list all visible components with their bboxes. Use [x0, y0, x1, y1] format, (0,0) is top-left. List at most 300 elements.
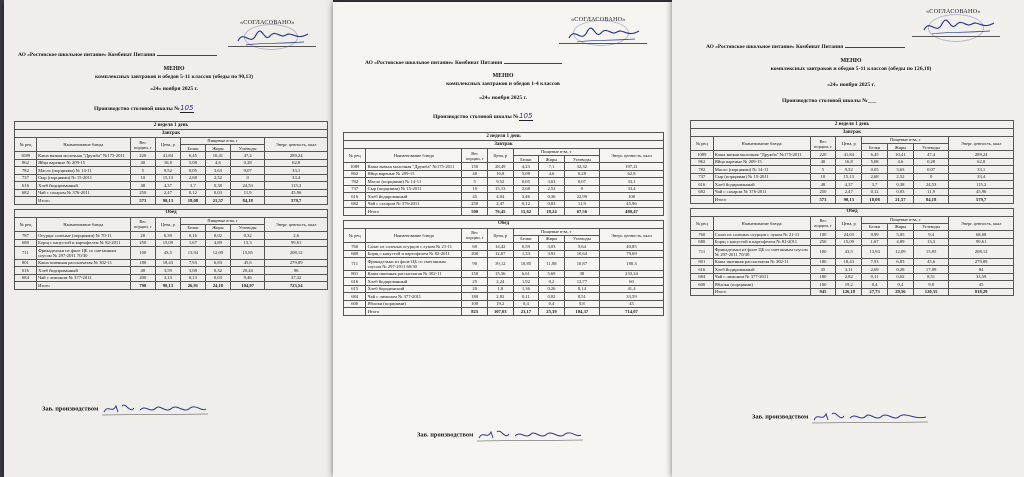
total-blank — [691, 288, 714, 295]
dish-protein: 5,08 — [180, 159, 205, 166]
dish-carbs: 0,28 — [564, 170, 599, 177]
dish-fat: 0,2 — [539, 278, 565, 285]
dish-name: Хлеб йодированный — [36, 182, 130, 189]
dish-portion: 10 — [810, 173, 836, 180]
total-value: 790 — [130, 282, 155, 289]
dish-carbs: 12,77 — [564, 278, 599, 285]
dish-energy: 115,2 — [265, 182, 328, 189]
dish-fat: 4,6 — [888, 158, 914, 165]
col-protein-header: Белки — [180, 224, 205, 231]
table-header-row — [344, 228, 664, 235]
dish-price: 41,84 — [155, 152, 180, 159]
dish-price: 15,13 — [836, 173, 862, 180]
menu-heading: МЕНЮ комплексных завтраков и обедов 1-4 классов — [446, 73, 560, 87]
table-row — [691, 151, 1014, 158]
total-value: 18,24 — [539, 208, 565, 215]
dish-portion: 20 — [130, 232, 155, 239]
dish-portion: 100 — [462, 300, 488, 307]
org-name: АО «Ростовское школьное питание» Комбинат Питания — [18, 52, 217, 58]
dish-fat: 0,38 — [205, 182, 230, 189]
dish-price: 12,07 — [487, 250, 513, 257]
dish-protein: 5,08 — [513, 170, 539, 177]
dish-energy: 37,32 — [265, 274, 328, 281]
dish-fat: 5,05 — [888, 231, 914, 238]
dish-code: 684 — [15, 274, 37, 281]
col-protein-header: Белки — [862, 223, 888, 230]
col-name-header: Наименование блюда — [36, 137, 130, 152]
col-portion-header: Вес порции, г — [462, 228, 488, 243]
table-row — [15, 182, 328, 189]
col-fat-header: Жиры — [888, 223, 914, 230]
dish-fat: 2,52 — [888, 173, 914, 180]
dish-portion: 150 — [462, 163, 488, 170]
dish-energy: 45 — [599, 300, 663, 307]
approval-label: «СОГЛАСОВАНО» — [571, 16, 626, 23]
approval-line — [228, 46, 316, 47]
dish-carbs: 8,14 — [564, 285, 599, 292]
dish-portion: 100 — [130, 247, 155, 260]
dish-name: Борщ с капустой и картофелем № 82-2011 — [36, 239, 130, 246]
dish-protein: 0,4 — [513, 300, 539, 307]
dish-code: 737 — [15, 174, 37, 181]
dish-fat: 5,69 — [539, 270, 565, 277]
col-price-header: Цена, р — [155, 217, 180, 232]
dish-energy: 33,4 — [265, 174, 328, 181]
dish-code: 737 — [691, 173, 714, 180]
dish-price: 9,52 — [487, 178, 513, 185]
dish-energy: 208,12 — [949, 246, 1014, 259]
dish-name: Масло (порциями) № 14-11 — [36, 167, 130, 174]
dish-price: 43,5 — [155, 247, 180, 260]
org-name: АО «Ростовское школьное питание» Комбинат Питания — [365, 60, 562, 66]
production-head: Зав. производством — [752, 408, 930, 426]
approval-line — [912, 36, 1000, 37]
dish-carbs: 0,07 — [564, 178, 599, 185]
dish-fat: 4,89 — [888, 238, 914, 245]
dish-portion: 35 — [810, 266, 836, 273]
dish-price: 19,2 — [487, 300, 513, 307]
week-day-header: 2 неделя 1 день — [691, 121, 1014, 129]
dish-energy: 115,2 — [949, 181, 1014, 188]
dish-code: 711 — [691, 246, 714, 259]
dish-fat: 2,52 — [205, 174, 230, 181]
total-value: 90,13 — [155, 282, 180, 289]
dish-name: Фрикадельки из филе ЦБ со сметанным соусом № 297-2011 70/30 — [36, 247, 130, 260]
col-nutrients-header: Пищевые в-ва, г — [513, 228, 599, 235]
dish-name: Яйца вареные № 209-15 — [36, 159, 130, 166]
col-carbs-header: Углеводы — [564, 156, 599, 163]
total-label: Итого — [366, 308, 462, 315]
col-name-header: Наименование блюда — [36, 217, 130, 232]
table-row — [691, 281, 1014, 288]
total-value: 15,62 — [513, 208, 539, 215]
total-blank — [691, 196, 714, 203]
dish-price: 18,43 — [155, 259, 180, 266]
table-row — [15, 174, 328, 181]
dish-fat: 11,88 — [539, 258, 565, 271]
dish-name: Хлеб бородинский — [366, 285, 462, 292]
dish-name: Чай с сахаром № 376-2011 — [36, 189, 130, 196]
dish-fat: 0,02 — [888, 273, 914, 280]
dish-name: Каша пшенная рассыпчатая № 302-11 — [713, 258, 810, 265]
total-value: 120,35 — [913, 288, 949, 295]
dish-carbs: 24,53 — [913, 181, 949, 188]
dish-price: 16,8 — [487, 170, 513, 177]
dish-carbs: 9,4 — [913, 231, 949, 238]
total-blank — [344, 208, 366, 215]
total-value: 21,57 — [888, 196, 914, 203]
dish-protein: 0,05 — [862, 166, 888, 173]
total-value: 23,17 — [513, 308, 539, 315]
total-value: 825 — [462, 308, 488, 315]
table-row — [344, 193, 664, 200]
dish-protein: 5,08 — [862, 158, 888, 165]
menu-date: «24» ноября 2025 г. — [150, 86, 198, 92]
table-row — [15, 274, 328, 281]
menu-date: «24» ноября 2025 г. — [479, 95, 527, 101]
dish-protein: 1,67 — [862, 238, 888, 245]
dish-code: 737 — [344, 185, 366, 192]
dish-name: Чай с лимоном № 377-2011 — [36, 274, 130, 281]
dish-carbs: 8,51 — [564, 293, 599, 300]
dish-carbs: 17,89 — [913, 266, 949, 273]
dish-code: 801 — [691, 258, 714, 265]
head-signature — [475, 426, 585, 444]
breakfast-header: Завтрак — [344, 140, 664, 148]
dish-portion: 48 — [130, 182, 155, 189]
dish-portion: 5 — [810, 166, 836, 173]
table-header-row — [15, 137, 328, 144]
dish-code: 600 — [344, 300, 366, 307]
dish-carbs: 0,28 — [230, 159, 264, 166]
dish-price: 4,37 — [836, 181, 862, 188]
dish-energy: 279,89 — [949, 258, 1014, 265]
total-value: 18,08 — [180, 197, 205, 204]
dish-protein: 6,45 — [862, 151, 888, 158]
dish-price: 3,59 — [155, 267, 180, 274]
dish-portion: 100 — [810, 281, 836, 288]
dish-price: 15,09 — [155, 239, 180, 246]
total-value: 104,97 — [230, 282, 264, 289]
dish-code: 684 — [344, 293, 366, 300]
head-signature — [810, 408, 930, 426]
dish-fat: 0,38 — [888, 181, 914, 188]
col-energy-header: Энерг. ценность, ккал — [599, 148, 663, 163]
total-value: 107,03 — [487, 308, 513, 315]
dish-fat: 0,4 — [539, 300, 565, 307]
dish-fat: 4,6 — [205, 159, 230, 166]
dish-portion: 40 — [130, 267, 155, 274]
approval-line — [559, 43, 647, 44]
dish-fat: 6,83 — [888, 258, 914, 265]
dish-fat: 3,63 — [205, 167, 230, 174]
dish-name: Чай с лимоном № 377-2011 — [366, 293, 462, 300]
dish-fat: 0,32 — [205, 267, 230, 274]
col-nutrients-header: Пищевые в-ва, г — [513, 148, 599, 155]
table-row — [15, 189, 328, 196]
menu-heading: МЕНЮ комплексных завтраков и обедов 5-11 классов (обеды по 126,18) — [770, 58, 932, 72]
dish-energy: 84 — [949, 266, 1014, 273]
dish-carbs: 13,3 — [230, 239, 264, 246]
total-blank — [15, 282, 37, 289]
dish-protein: 1,36 — [513, 285, 539, 292]
dish-energy: 2,6 — [265, 232, 328, 239]
dish-portion: 40 — [130, 159, 155, 166]
dish-carbs: 45,6 — [913, 258, 949, 265]
dish-carbs: 10,87 — [564, 258, 599, 271]
total-row — [344, 208, 664, 215]
dish-name: Чай с лимоном № 377-2011 — [713, 273, 810, 280]
dish-carbs: 20,44 — [230, 267, 264, 274]
dish-energy: 289,24 — [949, 151, 1014, 158]
dish-price: 19,2 — [836, 281, 862, 288]
dish-fat: 4,89 — [205, 239, 230, 246]
dish-fat: 4,6 — [539, 170, 565, 177]
dish-code: 682 — [344, 200, 366, 207]
dish-code: 862 — [691, 158, 714, 165]
dish-code: 782 — [344, 178, 366, 185]
dish-protein: 10,85 — [513, 258, 539, 271]
dish-energy: 99,61 — [265, 239, 328, 246]
dish-energy: 40,85 — [599, 243, 663, 250]
table-row — [15, 247, 328, 260]
col-nutrients-header: Пищевые в-ва, г — [180, 217, 264, 224]
col-fat-header: Жиры — [539, 156, 565, 163]
table-row — [691, 231, 1014, 238]
dish-energy: 99,61 — [949, 238, 1014, 245]
total-row — [344, 308, 664, 315]
dish-energy: 45 — [949, 281, 1014, 288]
dish-code: 1089 — [691, 151, 714, 158]
dish-protein: 3,7 — [180, 182, 205, 189]
dish-portion: 10 — [130, 174, 155, 181]
dish-fat: 0,03 — [205, 189, 230, 196]
dish-fat: 0,03 — [205, 274, 230, 281]
dish-protein: 6,61 — [513, 270, 539, 277]
dish-code: 680 — [15, 239, 37, 246]
dish-protein: 0,13 — [180, 274, 205, 281]
dish-energy: 96 — [265, 267, 328, 274]
dish-protein: 2,68 — [180, 174, 205, 181]
dish-name: Масло (порциями) № 14-11 — [713, 166, 810, 173]
dish-portion: 60 — [462, 243, 488, 250]
col-nutrients-header: Пищевые в-ва, г — [862, 216, 949, 223]
dish-code: 1089 — [344, 163, 366, 170]
dish-protein: 3,7 — [862, 181, 888, 188]
total-value: 723,54 — [265, 282, 328, 289]
dish-code: 616 — [691, 266, 714, 273]
production-head: Зав. производством — [42, 400, 210, 418]
dish-protein: 3,46 — [513, 193, 539, 200]
menu-heading: МЕНЮ комплексных завтраков и обедов 5-11 классов (обеды по 90,13) — [95, 66, 253, 80]
dish-fat: 0,03 — [888, 188, 914, 195]
dish-fat: 0,26 — [539, 285, 565, 292]
dish-carbs: 0,28 — [913, 158, 949, 165]
col-carbs-header: Углеводы — [913, 144, 949, 151]
col-protein-header: Белки — [513, 235, 539, 242]
dish-price: 15,09 — [836, 238, 862, 245]
dish-price: 14,42 — [487, 243, 513, 250]
dish-price: 4,37 — [155, 182, 180, 189]
total-value: 126,18 — [836, 288, 862, 295]
total-value: 714,07 — [599, 308, 663, 315]
dish-protein: 7,93 — [180, 259, 205, 266]
dish-carbs: 45,6 — [230, 259, 264, 266]
col-nutrients-header: Пищевые в-ва, г — [862, 136, 949, 143]
approval-label: «СОГЛАСОВАНО» — [926, 8, 981, 15]
total-row — [691, 196, 1014, 203]
total-value: 500 — [462, 208, 488, 215]
dish-energy: 62,8 — [599, 170, 663, 177]
col-price-header: Цена, р — [836, 216, 862, 231]
dish-price: 43,5 — [836, 246, 862, 259]
lunch-header: Обед — [344, 220, 664, 228]
dish-price: 2,24 — [487, 278, 513, 285]
dish-price: 2,47 — [487, 200, 513, 207]
total-value: 480,47 — [599, 208, 663, 215]
dish-protein: 0,11 — [513, 293, 539, 300]
dish-code: 711 — [15, 247, 37, 260]
table-row — [344, 170, 664, 177]
dish-portion: 10 — [462, 185, 488, 192]
dish-fat: 3,03 — [539, 243, 565, 250]
dish-code: 760 — [344, 243, 366, 250]
table-row — [344, 200, 664, 207]
table-row — [15, 259, 328, 266]
dish-portion: 40 — [810, 158, 836, 165]
dish-name: Борщ с капустой и картофелем № 82-2011 — [366, 250, 462, 257]
dish-protein: 2,68 — [862, 173, 888, 180]
dish-price: 18,43 — [836, 258, 862, 265]
approval-label: «СОГЛАСОВАНО» — [240, 19, 295, 26]
dish-carbs: 47,4 — [230, 152, 264, 159]
dish-name: Хлеб йодированный — [366, 278, 462, 285]
dish-protein: 1,67 — [180, 239, 205, 246]
dish-fat: 10,41 — [205, 152, 230, 159]
dish-protein: 3,08 — [180, 267, 205, 274]
dish-code: 680 — [691, 238, 714, 245]
dish-name: Сыр (порциями) № 15-2011 — [36, 174, 130, 181]
total-label: Итого — [36, 197, 130, 204]
col-protein-header: Белки — [862, 144, 888, 151]
dish-code: 787 — [15, 232, 37, 239]
table-row — [15, 152, 328, 159]
lunch-header: Обед — [15, 209, 328, 217]
dish-portion: 250 — [810, 188, 836, 195]
dish-price: 2,82 — [487, 293, 513, 300]
dish-energy: 45,96 — [599, 200, 663, 207]
table-row — [691, 181, 1014, 188]
dish-fat: 10,41 — [888, 151, 914, 158]
table-header-row — [691, 136, 1014, 143]
dish-name: Каша вязкая молочная "Дружба" №175-2011 — [713, 151, 810, 158]
dish-code: 862 — [344, 170, 366, 177]
table-row — [344, 285, 664, 292]
col-code-header: № рец — [344, 228, 366, 243]
dish-protein: 0,99 — [862, 231, 888, 238]
col-fat-header: Жиры — [205, 145, 230, 152]
dish-name: Чай с сахаром № 376-2011 — [366, 200, 462, 207]
table-row — [344, 293, 664, 300]
approval-signature — [920, 16, 1000, 38]
dish-energy: 33,4 — [949, 173, 1014, 180]
dish-portion: 180 — [130, 259, 155, 266]
dish-carbs: 22,99 — [564, 193, 599, 200]
total-value: 818,29 — [949, 288, 1014, 295]
dish-code: 760 — [691, 231, 714, 238]
dish-portion: 180 — [810, 273, 836, 280]
table-row — [691, 266, 1014, 273]
dish-price: 24,03 — [836, 231, 862, 238]
total-value: 945 — [810, 288, 836, 295]
total-row — [15, 197, 328, 204]
org-name: АО «Ростовское школьное питание» Комбинат Питания — [706, 44, 905, 50]
total-value: 579,7 — [949, 196, 1014, 203]
dish-name: Каша пшенная рассыпчатая № 302-11 — [36, 259, 130, 266]
dish-carbs: 0,07 — [913, 166, 949, 173]
table-row — [344, 178, 664, 185]
table-row — [15, 232, 328, 239]
total-value: 579,7 — [265, 197, 328, 204]
dish-carbs: 11,9 — [230, 189, 264, 196]
dish-fat: 0,03 — [539, 200, 565, 207]
dish-carbs: 9,8 — [913, 281, 949, 288]
week-day-header: 2 неделя 1 день — [344, 133, 664, 141]
dish-name: Каша вязкая молочная "Дружба" №175-2011 — [366, 163, 462, 170]
dish-protein: 0,11 — [862, 273, 888, 280]
dish-energy: 68,08 — [949, 231, 1014, 238]
dish-code: 1089 — [15, 152, 37, 159]
dish-code: 782 — [691, 166, 714, 173]
dish-portion: 100 — [810, 246, 836, 259]
dish-name: Яйца вареные № 209-15 — [713, 158, 810, 165]
dish-protein: 2,68 — [513, 185, 539, 192]
col-price-header: Цена, р — [487, 148, 513, 163]
dish-code: 682 — [691, 188, 714, 195]
head-signature — [100, 400, 210, 418]
total-value: 29,56 — [888, 288, 914, 295]
dish-carbs: 11,9 — [564, 200, 599, 207]
dish-energy: 279,89 — [265, 259, 328, 266]
table-row — [691, 173, 1014, 180]
table-row — [691, 273, 1014, 280]
col-fat-header: Жиры — [888, 144, 914, 151]
table-row — [344, 250, 664, 257]
total-value: 90,13 — [836, 196, 862, 203]
dish-energy: 33,59 — [599, 293, 663, 300]
dish-fat: 3,91 — [539, 250, 565, 257]
dish-energy: 197,21 — [599, 163, 663, 170]
dish-energy: 108 — [599, 193, 663, 200]
total-label: Итого — [36, 282, 130, 289]
dish-price: 2,82 — [836, 273, 862, 280]
dish-code: 680 — [344, 250, 366, 257]
dish-fat: 0,36 — [539, 193, 565, 200]
dish-portion: 100 — [810, 231, 836, 238]
dish-carbs: 13,3 — [913, 238, 949, 245]
dish-price: 3,13 — [155, 274, 180, 281]
dish-fat: 2,52 — [539, 185, 565, 192]
dish-code: 616 — [344, 193, 366, 200]
dish-energy: 33,4 — [599, 185, 663, 192]
dish-carbs: 32,32 — [564, 163, 599, 170]
dish-portion: 220 — [130, 152, 155, 159]
dish-code: 682 — [15, 189, 37, 196]
total-value: 67,56 — [564, 208, 599, 215]
dish-name: Салат из соленых огурцов с луком № 21-11 — [713, 231, 810, 238]
dish-portion: 250 — [462, 200, 488, 207]
total-row — [691, 288, 1014, 295]
